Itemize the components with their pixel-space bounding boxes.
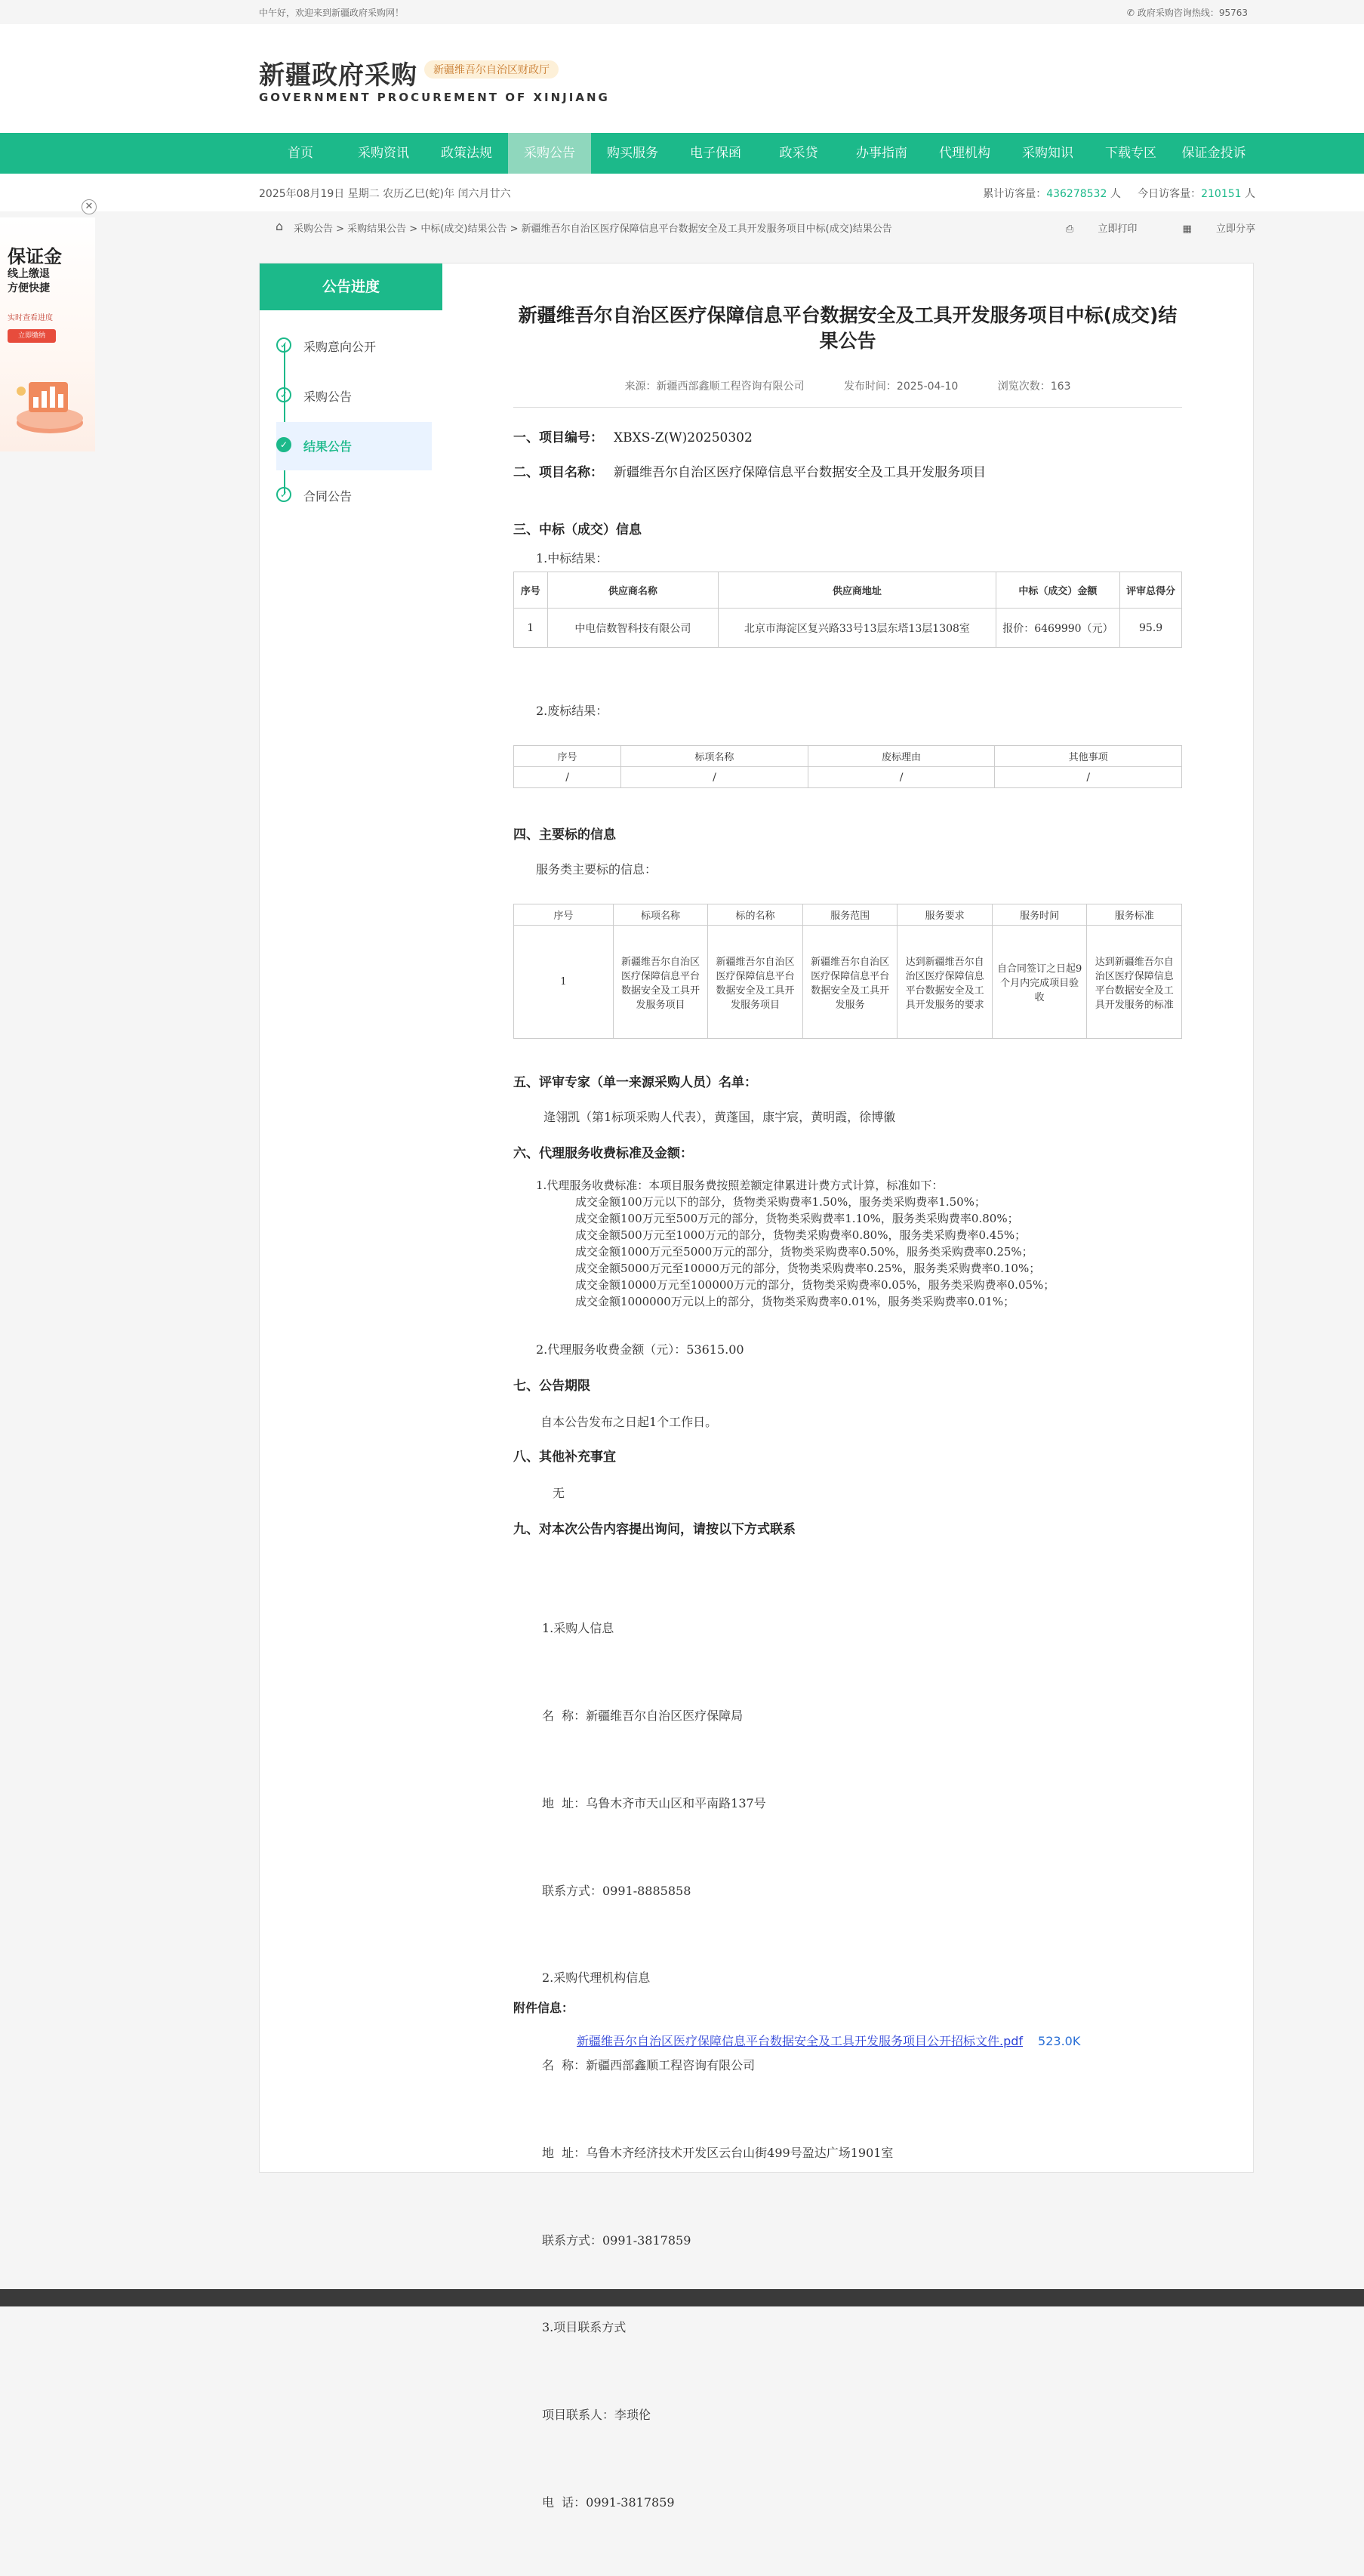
total-visits: 436278532 — [1046, 188, 1107, 200]
section-project-number — [513, 427, 753, 445]
fee-line: 成交金额1000万元至5000万元的部分，货物类采购费率0.50%，服务类采购费率0.25%； — [575, 1245, 1033, 1259]
column-header: 序号 — [514, 572, 548, 609]
table-cell: / — [995, 767, 1182, 788]
table-header-row — [514, 904, 1182, 926]
section-heading: 九、对本次公告内容提出询问，请按以下方式联系 — [513, 1522, 796, 1537]
column-header: 序号 — [514, 746, 621, 767]
share-button[interactable] — [1162, 223, 1255, 235]
check-icon: ✓ — [276, 437, 291, 452]
column-header: 服务要求 — [898, 904, 993, 926]
table-cell: / — [514, 767, 621, 788]
column-header: 供应商地址 — [719, 572, 996, 609]
nav-item-deposit-complaint[interactable]: 保证金投诉 — [1181, 146, 1246, 161]
section-project-name — [513, 461, 986, 480]
section-heading: 二、项目名称： — [513, 465, 603, 480]
attachment-size: 523.0K — [1038, 2034, 1081, 2048]
check-icon: ✓ — [276, 337, 291, 353]
progress-sidebar — [259, 263, 443, 2173]
date-bar — [0, 174, 1364, 211]
table-cell: 自合同签订之日起9个月内完成项目验收 — [992, 926, 1087, 1039]
unit: 人 — [1110, 188, 1121, 200]
table-cell: 报价：6469990（元） — [996, 609, 1120, 648]
today-visits: 210151 — [1201, 188, 1242, 200]
column-header: 其他事项 — [995, 746, 1182, 767]
sidebar-title: 公告进度 — [260, 263, 442, 310]
column-header: 标项名称 — [613, 904, 708, 926]
nav-item-home[interactable]: 首页 — [288, 146, 313, 161]
check-icon: ✓ — [276, 387, 291, 402]
attachment-label: 附件信息： — [513, 2001, 574, 2015]
step-label: 采购公告 — [303, 390, 353, 404]
column-header: 标的名称 — [708, 904, 803, 926]
nav-item-announcements[interactable]: 采购公告 — [508, 133, 591, 174]
column-header: 标项名称 — [621, 746, 808, 767]
column-header: 供应商名称 — [547, 572, 719, 609]
fee-line: 1.代理服务收费标准：本项目服务费按照差额定律累进计费方式计算，标准如下： — [536, 1179, 944, 1192]
doc-views: 浏览次数：163 — [997, 381, 1071, 393]
check-icon: ✓ — [276, 487, 291, 502]
page-footer — [0, 2289, 1364, 2306]
phone-icon: ✆ — [1126, 8, 1135, 18]
print-label: 立即打印 — [1098, 223, 1138, 235]
fee-line: 成交金额10000万元至100000万元的部分，货物类采购费率0.05%，服务类采购费率0.05%； — [575, 1278, 1055, 1292]
fee-line: 成交金额1000000万元以上的部分，货物类采购费率0.01%，服务类采购费率0.01%； — [575, 1295, 1015, 1308]
table-cell: 1 — [514, 609, 548, 648]
project-number: XBXS-Z(W)20250302 — [614, 430, 753, 445]
nav-item-guide[interactable]: 办事指南 — [856, 146, 907, 161]
table-cell: 1 — [514, 926, 614, 1039]
project-name: 新疆维吾尔自治区医疗保障信息平台数据安全及工具开发服务项目 — [614, 465, 986, 480]
section-heading: 六、代理服务收费标准及金额： — [513, 1146, 693, 1161]
table-header-row — [514, 572, 1182, 609]
doc-meta — [513, 378, 1182, 393]
page-title: 新疆维吾尔自治区医疗保障信息平台数据安全及工具开发服务项目中标(成交)结果公告 — [518, 304, 1178, 352]
share-label: 立即分享 — [1215, 223, 1255, 235]
column-header: 中标（成交）金额 — [996, 572, 1120, 609]
contact-line: 地 址：乌鲁木齐经济技术开发区云台山街499号盈达广场1901室 — [542, 2145, 894, 2160]
hotline-label: 政府采购咨询热线：95763 — [1137, 8, 1248, 18]
table-cell: 95.9 — [1120, 609, 1182, 648]
breadcrumb-bar — [259, 216, 1255, 239]
step-label: 合同公告 — [303, 489, 353, 504]
contact-info — [542, 1556, 893, 2576]
attachment-link[interactable]: 新疆维吾尔自治区医疗保障信息平台数据安全及工具开发服务项目公开招标文件.pdf — [577, 2034, 1024, 2048]
visitor-counts — [983, 186, 1255, 201]
unit: 人 — [1245, 188, 1255, 200]
section-heading: 一、项目编号： — [513, 430, 603, 445]
printer-icon: ⎙ — [1065, 223, 1074, 235]
table-header-row — [514, 746, 1182, 767]
step-label: 采购意向公开 — [303, 340, 377, 354]
table-cell: 新疆维吾尔自治区医疗保障信息平台数据安全及工具开发服务项目 — [708, 926, 803, 1039]
table-row — [514, 767, 1182, 788]
contact-line: 项目联系人：李琐伦 — [542, 2408, 651, 2423]
logo-english: GOVERNMENT PROCUREMENT OF XINJIANG — [259, 91, 610, 104]
current-date: 2025年08月19日 星期二 农历乙巳(蛇)年 闰六月廿六 — [259, 188, 511, 200]
doc-source: 来源：新疆西部鑫顺工程咨询有限公司 — [624, 381, 805, 393]
sidebar-step-contract[interactable] — [276, 472, 432, 520]
ad-subtitle — [8, 267, 50, 296]
top-bar — [0, 0, 1364, 24]
fee-line: 成交金额5000万元至10000万元的部分，货物类采购费率0.25%，服务类采购费率0.10%； — [575, 1262, 1041, 1275]
site-logo[interactable]: 新疆政府采购 — [259, 60, 417, 91]
nav-item-e-guarantee[interactable]: 电子保函 — [690, 146, 741, 161]
nav-item-policy[interactable]: 政策法规 — [441, 146, 492, 161]
attachment — [577, 2032, 1080, 2049]
sub-heading: 1.中标结果： — [536, 551, 608, 565]
contact-line: 名 称：新疆维吾尔自治区医疗保障局 — [542, 1708, 744, 1723]
ad-line: 方便快捷 — [8, 282, 50, 294]
nav-item-downloads[interactable]: 下载专区 — [1105, 146, 1156, 161]
contact-line: 联系方式：0991-3817859 — [542, 2232, 691, 2248]
section-heading: 三、中标（成交）信息 — [513, 522, 642, 538]
table-cell: 中电信数智科技有限公司 — [547, 609, 719, 648]
notice-period: 自本公告发布之日起1个工作日。 — [540, 1415, 718, 1429]
step-label: 结果公告 — [303, 439, 353, 454]
deposit-ad[interactable] — [0, 201, 95, 451]
sidebar-step-announcement[interactable] — [276, 372, 432, 421]
qr-code-icon: ▦ — [1182, 223, 1192, 235]
nav-item-knowledge[interactable]: 采购知识 — [1022, 146, 1073, 161]
divider — [513, 407, 1182, 408]
column-header: 服务标准 — [1087, 904, 1182, 926]
contact-line: 1.采购人信息 — [542, 1621, 614, 1636]
winner-table — [513, 572, 1182, 648]
sub-heading: 服务类主要标的信息： — [536, 862, 657, 877]
close-icon[interactable]: ✕ — [82, 199, 97, 214]
site-header — [0, 24, 1364, 133]
section-heading: 七、公告期限 — [513, 1379, 590, 1394]
contact-line: 电 话：0991-3817859 — [542, 2495, 675, 2510]
table-cell: 达到新疆维吾尔自治区医疗保障信息平台数据安全及工具开发服务的标准 — [1087, 926, 1182, 1039]
fee-amount: 2.代理服务收费金额（元）：53615.00 — [536, 1342, 744, 1357]
table-cell: 北京市海淀区复兴路33号13层东塔13层1308室 — [719, 609, 996, 648]
section-heading: 五、评审专家（单一来源采购人员）名单： — [513, 1075, 757, 1090]
print-button[interactable] — [1045, 223, 1138, 235]
table-row — [514, 609, 1182, 648]
nav-item-loan[interactable]: 政采贷 — [779, 146, 818, 161]
fee-line: 成交金额100万元至500万元的部分，货物类采购费率1.10%，服务类采购费率0.80%； — [575, 1212, 1019, 1225]
table-cell: / — [621, 767, 808, 788]
fee-standard — [536, 1177, 1193, 1310]
nav-item-agencies[interactable]: 代理机构 — [939, 146, 990, 161]
ad-title: 保证金 — [8, 246, 62, 267]
column-header: 服务时间 — [992, 904, 1087, 926]
contact-line: 地 址：乌鲁木齐市天山区和平南路137号 — [542, 1795, 766, 1810]
objects-table — [513, 904, 1182, 1039]
section-heading: 八、其他补充事宜 — [513, 1450, 616, 1465]
hotline-text — [1127, 6, 1248, 19]
table-row — [514, 926, 1182, 1039]
fee-line: 成交金额100万元以下的部分，货物类采购费率1.50%，服务类采购费率1.50%； — [575, 1195, 986, 1209]
expert-list: 逄翎凯（第1标项采购人代表），黄蓬国，康宇宸，黄明霞，徐博徽 — [543, 1110, 896, 1124]
page-actions — [1024, 220, 1255, 235]
nav-item-news[interactable]: 采购资讯 — [358, 146, 409, 161]
sidebar-step-result[interactable] — [276, 422, 432, 470]
total-visits-label: 累计访客量： — [983, 188, 1047, 200]
announcement-content — [442, 263, 1254, 2510]
sub-heading: 2.废标结果： — [536, 704, 608, 718]
ad-line: 线上缴退 — [8, 268, 50, 280]
table-cell: 达到新疆维吾尔自治区医疗保障信息平台数据安全及工具开发服务的要求 — [898, 926, 993, 1039]
table-cell: 新疆维吾尔自治区医疗保障信息平台数据安全及工具开发服务 — [802, 926, 898, 1039]
sidebar-step-intention[interactable] — [276, 322, 432, 371]
main-nav — [0, 133, 1364, 174]
section-heading: 四、主要标的信息 — [513, 827, 616, 843]
contact-line: 2.采购代理机构信息 — [542, 1971, 651, 1986]
fee-line: 成交金额500万元至1000万元的部分，货物类采购费率0.80%，服务类采购费率0.45%； — [575, 1228, 1027, 1242]
welcome-text: 中午好，欢迎来到新疆政府采购网！ — [259, 8, 405, 18]
failed-bid-table — [513, 745, 1182, 788]
column-header: 服务范围 — [802, 904, 898, 926]
column-header: 评审总得分 — [1120, 572, 1182, 609]
supplement: 无 — [553, 1486, 565, 1500]
today-visits-label: 今日访客量： — [1138, 188, 1202, 200]
column-header: 废标理由 — [808, 746, 995, 767]
ad-note: 实时查看进度 — [8, 314, 53, 322]
table-cell: / — [808, 767, 995, 788]
ad-pay-button[interactable]: 立即缴纳 — [8, 329, 56, 343]
column-header: 序号 — [514, 904, 614, 926]
logo-tag: 新疆维吾尔自治区财政厅 — [424, 60, 559, 79]
contact-line: 联系方式：0991-8885858 — [542, 1883, 691, 1898]
chart-illustration-icon — [12, 368, 88, 436]
home-icon[interactable]: ⌂ — [276, 219, 284, 233]
table-cell: 新疆维吾尔自治区医疗保障信息平台数据安全及工具开发服务项目 — [613, 926, 708, 1039]
contact-line: 名 称：新疆西部鑫顺工程咨询有限公司 — [542, 2058, 756, 2073]
doc-pubdate: 发布时间：2025-04-10 — [843, 381, 959, 393]
contact-line: 3.项目联系方式 — [542, 2320, 627, 2335]
breadcrumb[interactable]: 采购公告 > 采购结果公告 > 中标(成交)结果公告 > 新疆维吾尔自治区医疗保障信息平台数据安全及工具开发服务项目中标(成交)结果公告 — [294, 223, 892, 235]
nav-item-purchase-service[interactable]: 购买服务 — [607, 146, 658, 161]
